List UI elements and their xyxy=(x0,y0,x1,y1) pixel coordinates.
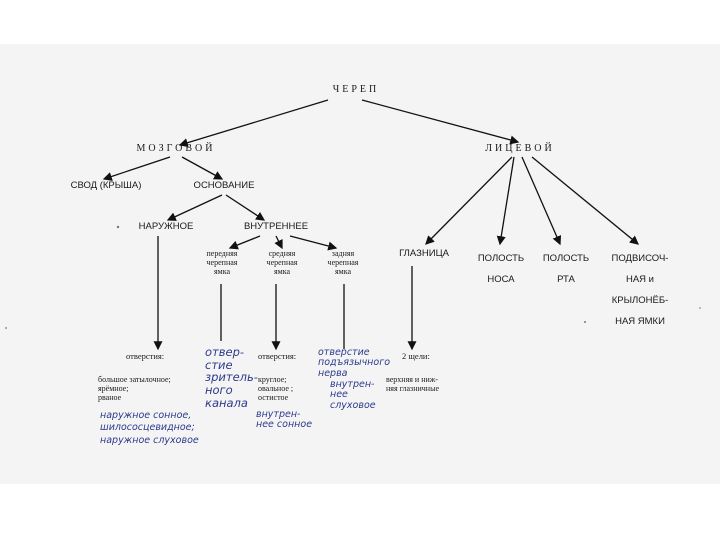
hw-posterior1-line-3: нерва xyxy=(318,367,348,379)
orbit-opening-1: верхняя и ниж- xyxy=(386,375,438,384)
oral-cavity-line-1: ПОЛОСТЬ xyxy=(542,253,590,264)
node-cranium: ЧЕРЕП xyxy=(332,84,380,95)
node-external-base: НАРУЖНОЕ xyxy=(138,221,194,232)
handwritten-anterior-opening xyxy=(205,346,258,409)
node-vault: СВОД (КРЫША) xyxy=(70,180,142,191)
hw-anterior-line-5: канала xyxy=(205,395,248,410)
arrow-facial-orbit xyxy=(426,157,512,244)
external-openings-label: отверстия: xyxy=(126,351,165,361)
orbit-openings-label: 2 щели: xyxy=(402,351,430,361)
external-openings-list xyxy=(98,375,171,403)
handwritten-middle-opening xyxy=(256,410,312,431)
handwritten-posterior-opening-2 xyxy=(330,380,376,411)
hw-middle-line-2: нее сонное xyxy=(256,419,313,431)
hw-external-line-2: шилососцевидное; xyxy=(100,422,195,434)
hw-posterior2-line-2: нее xyxy=(330,389,348,401)
arrow-facial-nasal xyxy=(500,157,514,244)
middle-openings-label: отверстия: xyxy=(258,351,297,361)
arrow-braincase-base xyxy=(182,157,222,179)
nasal-cavity-line-1: ПОЛОСТЬ xyxy=(477,253,525,264)
arrow-braincase-vault xyxy=(104,157,170,179)
external-opening-1: большое затылочное; xyxy=(98,375,171,384)
node-internal-base: ВНУТРЕННЕЕ xyxy=(243,221,309,232)
node-infratemporal-fossae xyxy=(612,249,669,333)
anterior-fossa-line-1: передняя xyxy=(206,249,238,258)
hw-middle-line-1: внутрен- xyxy=(256,409,301,420)
middle-opening-3: остистое xyxy=(258,393,289,403)
arrow-root-facial xyxy=(362,100,518,142)
handwritten-external-openings xyxy=(100,410,199,447)
hw-posterior2-line-3: слуховое xyxy=(330,399,376,411)
hw-anterior-line-4: ного xyxy=(205,382,233,397)
arrow-base-external xyxy=(168,195,222,220)
hw-posterior1-line-2: подъязычного xyxy=(318,357,391,369)
node-anterior-fossa xyxy=(207,249,238,277)
handwritten-posterior-opening-1 xyxy=(318,348,390,379)
infratemporal-line-1: ПОДВИСОЧ- xyxy=(611,253,669,264)
middle-openings-list xyxy=(258,375,293,403)
infratemporal-line-3: КРЫЛОНЁБ- xyxy=(611,294,669,306)
hw-anterior-line-3: зритель- xyxy=(205,370,258,385)
hw-posterior1-line-1: отверстие xyxy=(318,347,370,358)
node-middle-fossa xyxy=(267,249,298,277)
orbit-opening-2: няя глазничные xyxy=(386,384,440,394)
arrow-base-internal xyxy=(226,195,264,220)
hw-anterior-line-1: отвер- xyxy=(205,345,245,359)
anterior-fossa-line-3: ямка xyxy=(213,267,231,277)
hw-external-line-1: наружное сонное, xyxy=(100,410,192,421)
hw-posterior2-line-1: внутрен- xyxy=(330,379,375,390)
oral-cavity-line-2: РТА xyxy=(557,273,575,285)
anterior-fossa-line-2: черепная xyxy=(206,258,238,268)
node-nasal-cavity xyxy=(478,249,524,291)
node-posterior-fossa xyxy=(328,249,359,277)
node-braincase: МОЗГОВОЙ xyxy=(136,143,216,154)
arrow-internal-anterior xyxy=(230,236,260,248)
node-oral-cavity xyxy=(543,249,589,291)
node-facial: ЛИЦЕВОЙ xyxy=(485,143,555,154)
middle-opening-1: круглое; xyxy=(258,375,287,384)
middle-fossa-line-2: черепная xyxy=(266,258,298,268)
arrow-internal-posterior xyxy=(290,236,336,248)
node-orbit: ГЛАЗНИЦА xyxy=(399,248,449,259)
hw-anterior-line-2: стие xyxy=(205,357,233,372)
arrow-facial-infratemporal xyxy=(532,157,638,244)
middle-fossa-line-1: средняя xyxy=(268,249,296,258)
middle-fossa-line-3: ямка xyxy=(273,267,291,277)
hw-external-line-3: наружное слуховое xyxy=(100,434,199,446)
infratemporal-line-2: НАЯ и xyxy=(625,273,654,285)
arrow-internal-middle xyxy=(276,236,282,248)
posterior-fossa-line-2: черепная xyxy=(327,258,359,268)
nasal-cavity-line-2: НОСА xyxy=(487,273,515,285)
middle-opening-2: овальное ; xyxy=(258,384,294,394)
arrow-facial-oral xyxy=(522,157,560,244)
diagram-sheet xyxy=(0,44,720,484)
posterior-fossa-line-3: ямка xyxy=(334,267,352,277)
node-base: ОСНОВАНИЕ xyxy=(193,180,255,191)
external-opening-2: ярёмное; xyxy=(98,384,129,394)
infratemporal-line-4: НАЯ ЯМКИ xyxy=(615,315,665,327)
arrow-root-braincase xyxy=(180,100,328,145)
orbit-openings-list xyxy=(386,375,439,393)
posterior-fossa-line-1: задняя xyxy=(331,249,355,258)
external-opening-3: рваное xyxy=(98,393,122,403)
